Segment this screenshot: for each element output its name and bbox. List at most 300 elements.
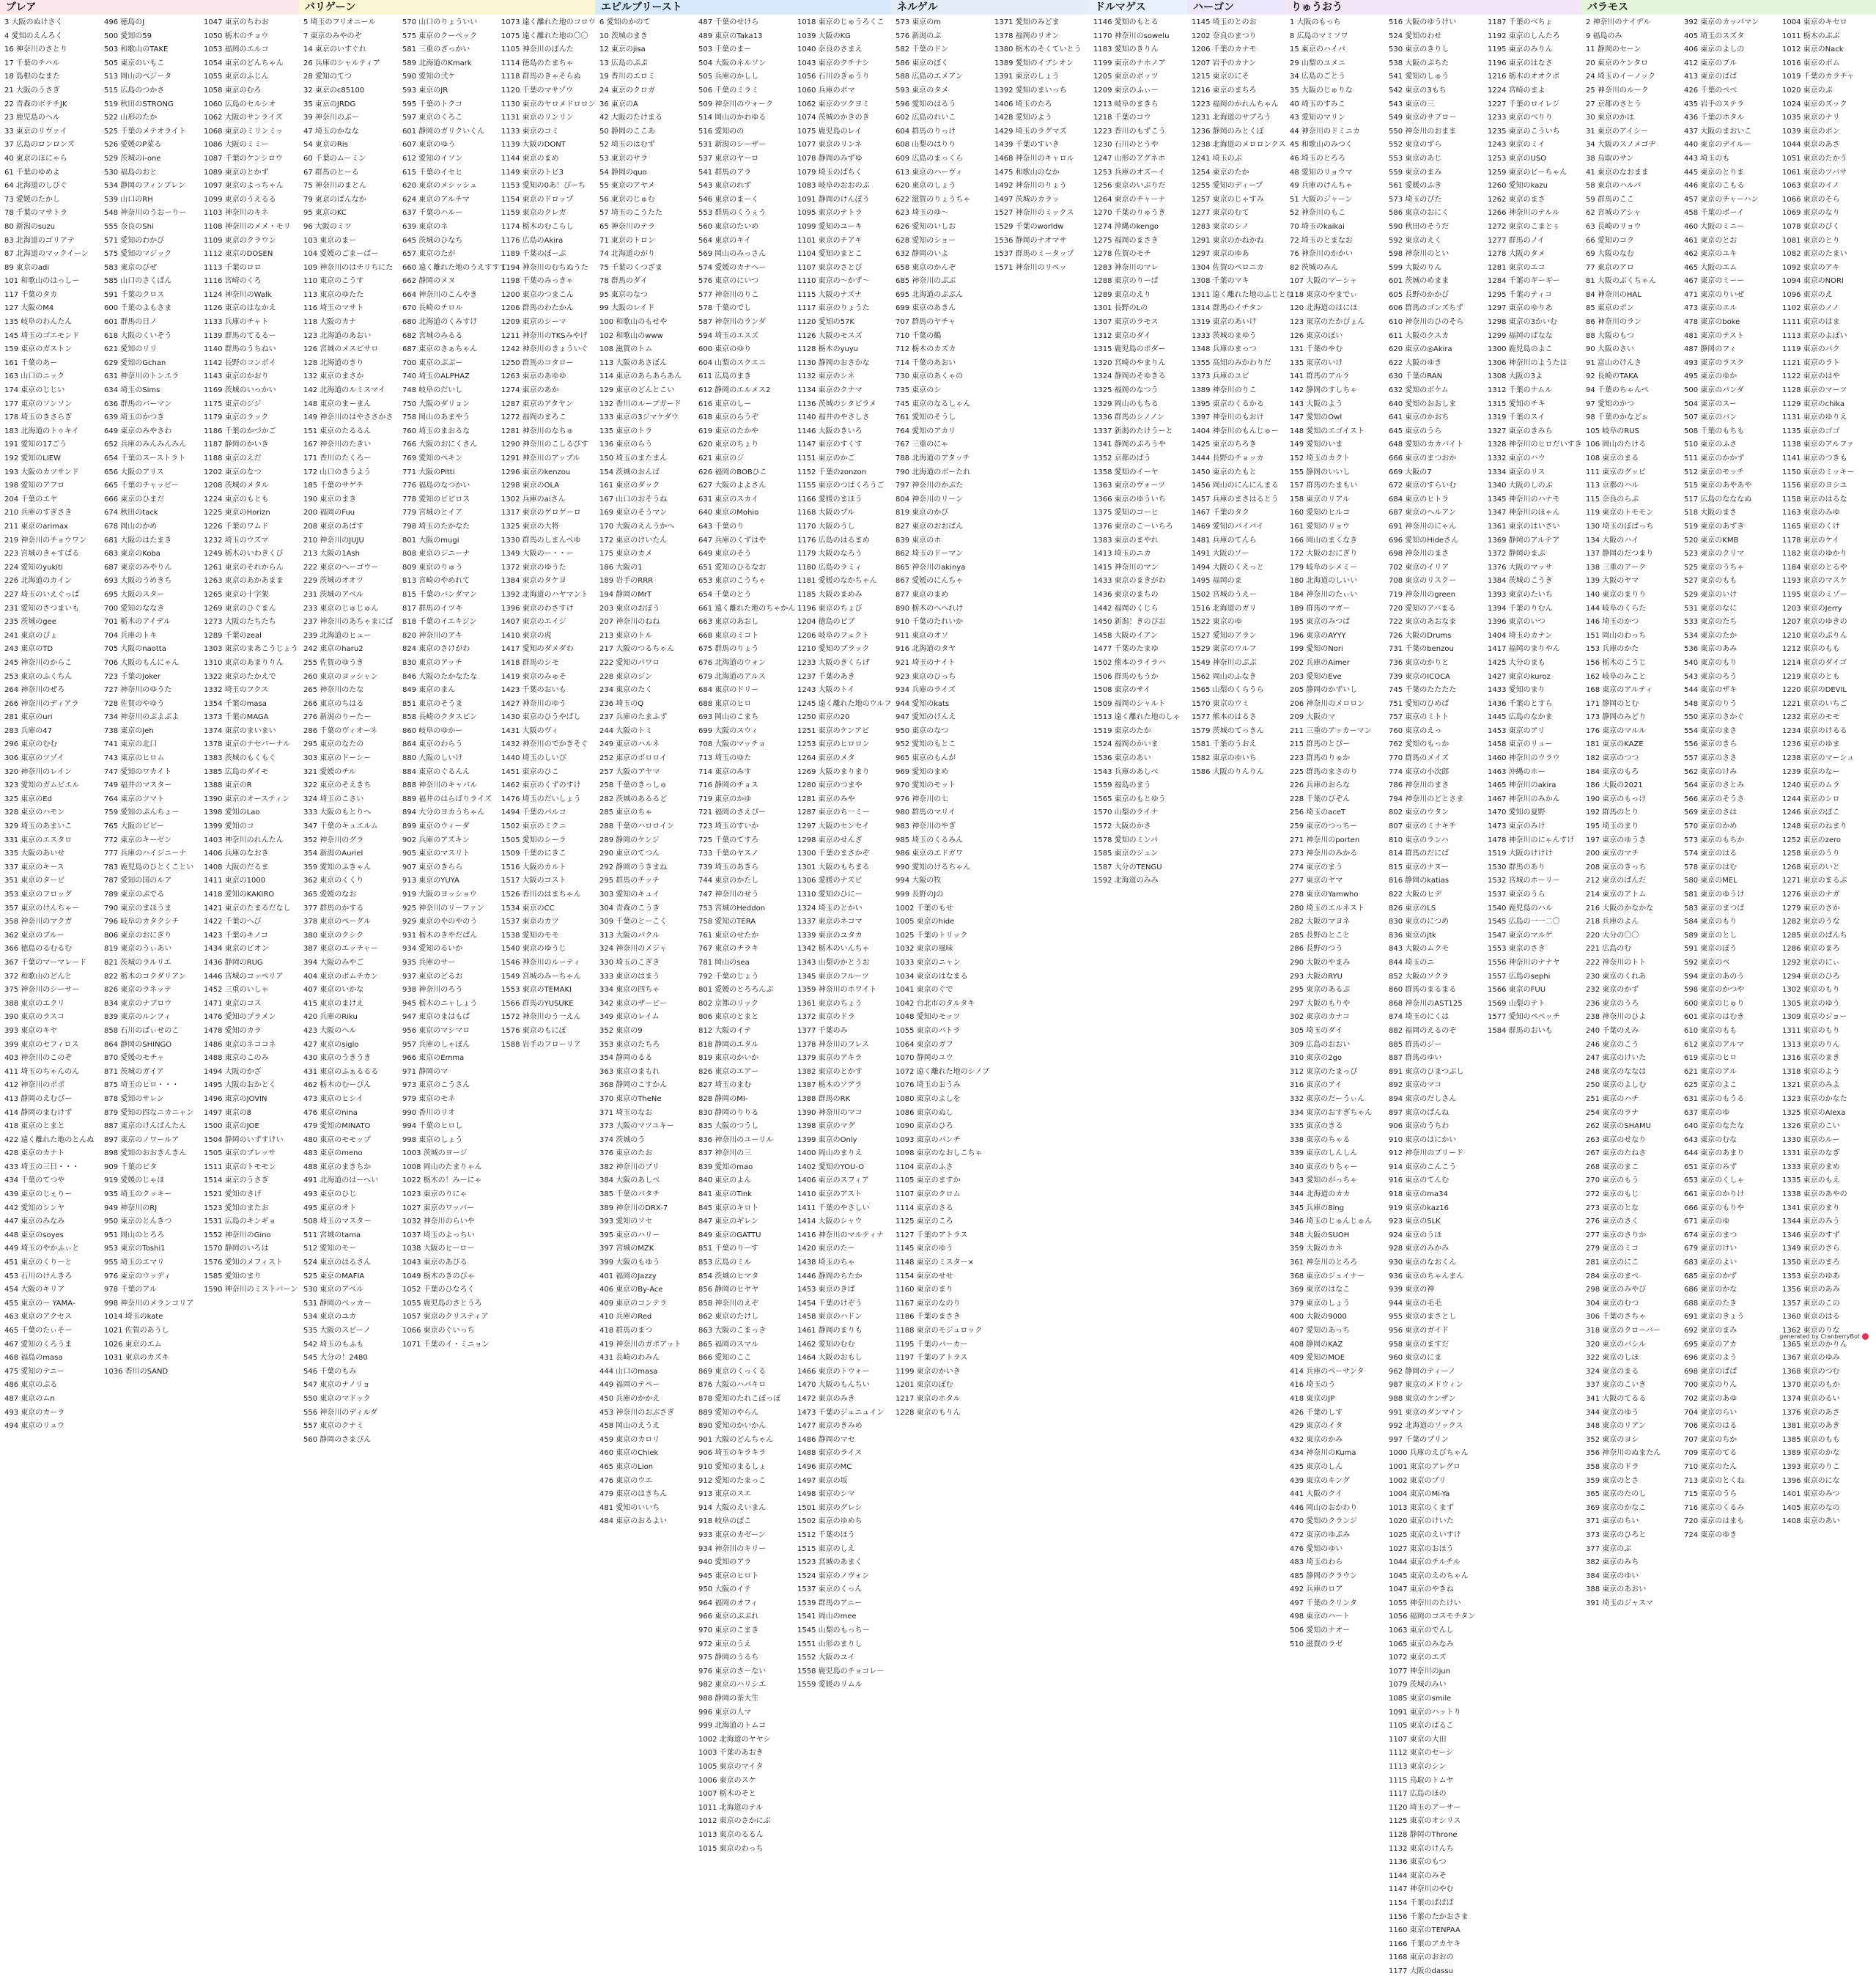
member-entry: 309 千葉のとーこく: [599, 918, 668, 926]
member-entry: 410 兵庫のRed: [599, 1313, 652, 1322]
member-entry: 1063 東京のでんし: [1389, 1626, 1454, 1635]
member-entry: 1031 東京のカズキ: [104, 1354, 169, 1363]
member-entry: 678 岡山のかめ: [104, 522, 158, 531]
member-entry: 191 愛知の17ごう: [4, 441, 67, 449]
member-entry: 1126 東京のはなかえ: [204, 304, 276, 313]
member-entry: 460 大阪のミニー: [1684, 222, 1745, 231]
member-entry: 288 千葉のハロロイン: [599, 822, 674, 831]
member-entry: 561 愛媛のふき: [1389, 182, 1442, 191]
member-entry: 223 群馬のりゅか: [1290, 754, 1351, 763]
member-entry: 1261 東京のそれからん: [204, 563, 284, 572]
member-entry: 447 東京のみなみ: [4, 1217, 65, 1226]
member-entry: 467 東京のミーー: [1684, 277, 1745, 286]
member-entry: 231 愛知のさつまいも: [4, 604, 80, 613]
member-entry: 519 東京のあずき: [1684, 522, 1745, 531]
member-entry: 248 東京のななは: [1586, 1067, 1647, 1076]
member-entry: 1041 東京のぐで: [895, 986, 953, 995]
member-entry: 912 神奈川のブリード: [1389, 1149, 1463, 1158]
member-entry: 944 愛知のkats: [895, 699, 950, 708]
member-entry: 596 愛知のはるう: [895, 100, 956, 108]
member-entry: 1321 東京のみよ: [1782, 1081, 1840, 1090]
member-entry: 1457 兵庫のまさはるとう: [1192, 495, 1279, 504]
member-entry: 480 東京のモモップ: [303, 1135, 371, 1144]
member-entry: 251 東京のハチ: [1586, 1094, 1639, 1103]
member-entry: 504 東京のスー: [1684, 399, 1737, 408]
member-entry: 1243 大阪のトイ: [797, 686, 855, 695]
member-entry: 930 東京のなおくん: [1389, 1258, 1457, 1267]
member-entry: 1005 東京のhide: [895, 918, 955, 926]
member-entry: 1057 東京のクリスティア: [402, 1313, 489, 1322]
member-entry: 1470 愛知の夏野: [1488, 808, 1546, 817]
member-entry: 281 東京のにこ: [1586, 1258, 1639, 1267]
member-entry: 142 北海道のルミスマイ: [303, 386, 385, 395]
member-entry: 613 東京のハーヴィ: [895, 168, 963, 177]
member-entry: 1515 東京のしえ: [797, 1544, 855, 1553]
member-entry: 1461 静岡のまりも: [797, 1327, 863, 1335]
member-entry: 898 愛知のおおきんきん: [104, 1149, 187, 1158]
member-entry: 120 北海道のはにほ: [1290, 304, 1358, 313]
member-entry: 1251 東京のケンアビ: [797, 726, 870, 735]
member-entry: 1308 大阪の3よ: [1488, 372, 1543, 381]
member-entry: 1146 大阪のきいろ: [797, 427, 863, 435]
member-entry: 510 滋賀のラゼ: [1290, 1640, 1343, 1648]
member-entry: 1357 東京のこの: [1782, 1299, 1840, 1308]
member-entry: 590 愛知の弐ケ: [402, 73, 456, 81]
member-entry: 1333 茨城のまゆう: [1192, 331, 1257, 340]
member-entry: 541 群馬のアラ: [698, 168, 752, 177]
member-entry: 1036 香川のSAND: [104, 1367, 169, 1376]
member-entry: 1375 愛知のコーヒ: [1093, 509, 1159, 517]
member-entry: 745 千葉のたたたた: [1389, 686, 1457, 695]
member-entry: 1055 神奈川のたけい: [1389, 1599, 1461, 1607]
member-entry: 358 東京のドラ: [1586, 1462, 1639, 1471]
member-entry: 1207 東京のゆきの: [1782, 618, 1847, 627]
member-entry: 1368 東京のつむ: [1782, 1367, 1840, 1376]
member-entry: 414 兵庫のペーサンタ: [1290, 1367, 1364, 1376]
member-entry: 23 鹿児島のヘル: [4, 114, 60, 122]
member-entry: 620 東京の◎Akira: [1389, 345, 1452, 354]
member-entry: 858 石川のぱぃせのこ: [104, 1026, 180, 1035]
member-entry: 181 東京のKAZE: [1586, 740, 1644, 749]
member-entry: 979 東京のモネ: [402, 1094, 456, 1103]
member-entry: 1175 東京のジジ: [204, 399, 262, 408]
member-entry: 5 埼玉のフリオニール: [303, 18, 376, 26]
member-entry: 1299 福岡のばなな: [1488, 331, 1553, 340]
member-entry: 1332 埼玉のフクス: [204, 686, 269, 695]
member-entry: 1451 東京のひこ: [501, 767, 559, 776]
member-entry: 1049 栃木のきのびゃ: [402, 1272, 475, 1280]
member-entry: 230 東京のくれあ: [1586, 972, 1647, 981]
member-entry: 1280 東京のつまや: [797, 781, 863, 790]
member-entry: 134 大阪のハイ: [1586, 536, 1639, 545]
member-entry: 725 千葉のてすろ: [698, 836, 759, 844]
member-entry: 59 群馬のここ: [1586, 195, 1634, 204]
member-entry: 1566 東京のFUU: [1488, 986, 1546, 995]
member-entry: 994 大阪の牧: [895, 877, 942, 885]
member-entry: 714 千葉のあおい: [895, 358, 956, 367]
member-entry: 1565 東京のもとゆう: [1093, 795, 1166, 803]
member-entry: 157 群馬のたまもい: [1290, 482, 1358, 490]
member-entry: 1154 千葉のぱぱぱ: [1389, 1898, 1454, 1907]
member-entry: 1149 東京のトビ3: [501, 168, 564, 177]
member-entry: 400 大阪の9000: [1290, 1313, 1347, 1322]
member-entry: 595 千葉のトクコ: [402, 100, 462, 108]
member-entry: 1425 東京のちろき: [1192, 441, 1257, 449]
member-entry: 92 長崎のTAKA: [1586, 372, 1639, 381]
member-entry: 1214 東京のダイゴ: [1782, 658, 1847, 667]
member-entry: 1140 群馬のうちねい: [204, 345, 276, 354]
member-entry: 1373 千葉のMAGA: [204, 713, 269, 722]
member-entry: 1130 東京のヤロメドロロン: [501, 100, 596, 108]
member-entry: 544 東京のザキ: [1684, 686, 1737, 695]
member-entry: 1417 福岡のまりやん: [1488, 645, 1560, 654]
member-entry: 91 富山のけんさ: [1586, 358, 1642, 367]
member-entry: 436 千葉のホタル: [1684, 114, 1745, 122]
member-entry: 500 東京のパンダ: [1684, 386, 1744, 395]
member-entry: 1427 神奈川のゆう: [501, 699, 566, 708]
member-entry: 1089 東京のとかず: [204, 168, 269, 177]
member-entry: 602 広島のれいこ: [895, 114, 956, 122]
member-entry: 412 神奈川のポポ: [4, 1081, 65, 1090]
member-entry: 1478 愛知のカラ: [204, 1026, 262, 1035]
member-entry: 24 東京のクロガ: [599, 86, 655, 95]
member-entry: 46 埼玉のとろろ: [1290, 154, 1345, 163]
member-entry: 1116 宮崎のくろ: [204, 277, 262, 286]
member-entry: 304 青森のこうき: [599, 904, 660, 913]
member-entry: 105 岐阜のRUS: [1586, 427, 1639, 435]
member-entry: 1252 東京のzero: [1782, 836, 1842, 844]
member-entry: 1136 茨城のシタビラメ: [797, 399, 876, 408]
member-entry: 640 愛知のおおしま: [1389, 399, 1457, 408]
member-entry: 1022 栃木の！みーにゃ: [402, 1176, 482, 1185]
member-entry: 1393 東京のりこ: [1782, 1462, 1840, 1471]
member-entry: 51 大阪のジャーン: [1290, 195, 1353, 204]
member-entry: 512 東京のモッチ: [1684, 468, 1744, 476]
member-entry: 645 東京のうら: [1389, 427, 1442, 435]
member-entry: 860 群馬のまるまる: [1389, 986, 1457, 995]
member-entry: 1311 東京のもり: [1782, 1026, 1840, 1035]
member-entry: 1579 茨城のてっきん: [1192, 726, 1264, 735]
member-entry: 1396 東京のわさすけ: [501, 604, 574, 613]
member-entry: 414 静岡のまむけず: [4, 1108, 73, 1117]
member-entry: 89 東京のadi: [4, 263, 50, 272]
member-entry: 632 愛知のボケム: [1389, 386, 1449, 395]
member-entry: 475 愛知のテニー: [4, 1367, 64, 1376]
member-entry: 573 東京のm: [895, 18, 942, 26]
member-entry: 1044 東京のチルチル: [1389, 1558, 1460, 1567]
member-entry: 749 福井のマスター: [104, 781, 172, 790]
member-entry: 1060 兵庫のポマ: [797, 86, 855, 95]
member-entry: 1011 栃木のぶぶ: [1782, 32, 1840, 40]
member-entry: 1492 神奈川のりょう: [994, 182, 1067, 191]
member-entry: 1107 東京のさとび: [797, 263, 863, 272]
member-entry: 508 千葉のもちも: [1684, 427, 1745, 435]
member-entry: 588 広島のエメアン: [895, 73, 963, 81]
member-entry: 152 埼玉のカクト: [1290, 454, 1351, 462]
member-entry: 12 東京のjisa: [599, 45, 646, 54]
member-entry: 692 東京のまみ: [1684, 1327, 1737, 1335]
member-entry: 1408 大阪のだるま: [204, 863, 269, 871]
member-entry: 670 長崎のチロル: [402, 304, 463, 313]
member-entry: 1098 東京のなおしこちゃ: [895, 1149, 983, 1158]
member-entry: 1210 愛知のブラック: [797, 645, 870, 654]
member-entry: 178 埼玉のきさらぎ: [4, 413, 73, 422]
member-entry: 1446 宮城のコッペリア: [204, 972, 284, 981]
member-entry: 1411 千葉のやさしい: [797, 1204, 870, 1212]
member-entry: 1156 千葉のたかおさま: [1389, 1912, 1469, 1921]
member-entry: 153 兵庫のかた: [1586, 645, 1639, 654]
team-group: [0, 0, 299, 1431]
member-entry: 889 愛知のやらん: [698, 1408, 759, 1417]
member-entry: 998 東京のしょう: [402, 1135, 463, 1144]
member-entry: 1373 兵庫のユピ: [1192, 372, 1249, 381]
member-entry: 1500 東京のJOE: [204, 1122, 259, 1131]
member-entry: 1565 山梨のくらうら: [1192, 686, 1264, 695]
member-entry: 1453 東京のアリ: [1488, 726, 1546, 735]
member-entry: 1476 愛知のプラメン: [204, 1013, 276, 1022]
member-entry: 376 東京のたお: [599, 1149, 653, 1158]
member-entry: 228 東京のジン: [599, 672, 653, 681]
member-entry: 1527 愛知のアラン: [1192, 631, 1257, 640]
member-entry: 580 東京のMEL: [1684, 877, 1737, 885]
member-entry: 225 群馬のまさのり: [1290, 767, 1358, 776]
member-entry: 1257 東京のじゃすみ: [1192, 195, 1264, 204]
member-column: [1089, 15, 1187, 1343]
member-entry: 1079 茨城のみい: [1389, 1681, 1447, 1689]
member-entry: 847 東京のギレン: [698, 1217, 758, 1226]
member-entry: 1250 群馬のコタロー: [501, 358, 574, 367]
member-entry: 559 東京のまみ: [1389, 168, 1442, 177]
member-entry: 1352 京都のばう: [1093, 454, 1151, 462]
member-entry: 1588 岩手のフローリア: [501, 1040, 581, 1049]
member-entry: 819 東京のかび: [895, 509, 949, 517]
member-entry: 439 東京のキング: [1290, 1476, 1350, 1485]
member-entry: 1141 東京のつきも: [1782, 454, 1847, 462]
member-entry: 175 東京のカメ: [599, 550, 653, 559]
member-entry: 1139 群馬のてるるー: [204, 331, 276, 340]
team-group: [1089, 0, 1187, 1343]
member-entry: 1570 山梨のライナ: [1093, 808, 1159, 817]
member-entry: 1505 愛知のシーラ: [501, 836, 566, 844]
member-entry: 1523 愛知のまたお: [204, 1204, 269, 1212]
member-entry: 354 静岡のるる: [599, 1054, 653, 1063]
member-entry: 213 大阪の1Ash: [303, 550, 361, 559]
member-entry: 1134 東京のクナマ: [797, 386, 863, 395]
member-entry: 1153 愛知の0あ！ぴーち: [501, 182, 586, 191]
member-entry: 183 北海道のトゥキイ: [4, 427, 79, 435]
member-entry: 1272 福岡のまろこ: [501, 413, 566, 422]
member-entry: 426 千葉のぺぺ: [1684, 86, 1737, 95]
member-entry: 630 千葉のRAN: [1389, 372, 1443, 381]
member-entry: 487 千葉のせけら: [698, 18, 759, 26]
member-entry: 581 三重のざっかい: [402, 45, 470, 54]
member-entry: 525 千葉のメテオライト: [104, 127, 186, 136]
member-entry: 388 東京のエクリ: [4, 999, 65, 1008]
member-entry: 210 兵庫のすぎさき: [4, 509, 73, 517]
member-entry: 1389 愛知のイプシオン: [994, 59, 1074, 67]
member-entry: 1154 東京のドロップ: [501, 195, 574, 204]
member-entry: 429 東京のイタ: [1290, 1422, 1343, 1431]
member-entry: 806 東京のおにぎり: [104, 931, 172, 940]
member-entry: 992 北海道のソックス: [1389, 1422, 1463, 1431]
member-entry: 538 大阪のぷちた: [1389, 59, 1450, 67]
member-entry: 1345 神奈川のハナモ: [1488, 495, 1560, 504]
member-entry: 200 福岡のFuu: [303, 509, 355, 517]
member-entry: 936 東京のちゃんまん: [1389, 1272, 1464, 1280]
member-entry: 1247 山形のアグネホ: [1093, 154, 1166, 163]
member-entry: 1240 東京のムラ: [1782, 781, 1840, 790]
member-entry: 399 東京のセフィロス: [4, 1040, 79, 1049]
member-entry: 1281 東京のみや: [797, 795, 855, 803]
team-group: [595, 0, 892, 1853]
member-entry: 40 東京のほにゃら: [4, 154, 67, 163]
member-entry: 745 東京のなるしゃん: [895, 399, 971, 408]
member-entry: 203 東京のおぼう: [599, 604, 660, 613]
member-entry: 1265 東京の十字架: [204, 590, 269, 599]
member-entry: 285 東京のちゃ: [599, 808, 653, 817]
member-entry: 1486 東京のネココネ: [204, 1040, 276, 1049]
member-entry: 1361 東京のちょう: [797, 999, 863, 1008]
member-entry: 1477 千葉のたまゆ: [1093, 645, 1159, 654]
member-entry: 247 東京のけいた: [1586, 1054, 1647, 1063]
member-entry: 626 愛知のいしお: [895, 222, 956, 231]
member-entry: 1390 東京のオースティン: [204, 795, 290, 803]
member-entry: 1467 千葉のタク: [1192, 509, 1249, 517]
member-entry: 222 愛知のパワロ: [599, 658, 660, 667]
member-entry: 208 東京のきっち: [1586, 863, 1647, 871]
member-entry: 232 東京のかず: [1586, 986, 1639, 995]
member-entry: 413 静岡のえむぴー: [4, 1094, 73, 1103]
member-entry: 1186 千葉のかづかご: [204, 427, 276, 435]
member-entry: 435 岩手のステラ: [1684, 100, 1745, 108]
member-entry: 1519 大阪のけけけ: [1488, 850, 1553, 858]
member-entry: 1227 千葉のロイレジ: [1488, 100, 1560, 108]
member-entry: 322 東京のそえきち: [303, 781, 372, 790]
member-entry: 1388 群馬のRK: [797, 1094, 851, 1103]
member-entry: 1408 東京のあい: [1782, 1517, 1840, 1526]
member-entry: 787 愛知の国のルア: [104, 877, 172, 885]
member-entry: 849 東京のGATTU: [698, 1231, 761, 1239]
member-entry: 246 東京のこう: [1586, 1040, 1639, 1049]
member-entry: 4 愛知のえんろく: [4, 32, 63, 40]
member-entry: 702 東京のイリア: [1389, 563, 1450, 572]
member-entry: 286 長野のつう: [1290, 945, 1343, 954]
member-entry: 1450 東京のたもと: [1192, 468, 1257, 476]
member-entry: 1234 東京のけるる: [1782, 726, 1847, 735]
member-entry: 640 東京のなたな: [1684, 1122, 1745, 1131]
member-entry: 1381 東京のあき: [1782, 1422, 1840, 1431]
member-entry: 1545 山梨のもっちー: [797, 1626, 870, 1635]
member-entry: 197 東京のゆうき: [1586, 836, 1647, 844]
member-entry: 685 東京のかず: [1684, 1272, 1737, 1280]
member-entry: 56 東京のじゅむ: [599, 195, 655, 204]
member-entry: 740 埼玉のALPHAZ: [402, 372, 470, 381]
member-entry: 626 福岡のBOBひこ: [698, 468, 767, 476]
member-entry: 1569 山梨のテト: [1488, 999, 1546, 1008]
member-entry: 1374 東京のるい: [1782, 1394, 1840, 1403]
member-entry: 947 愛知のけんえ: [895, 713, 956, 722]
member-entry: 259 東京のつっちー: [1290, 822, 1358, 831]
member-entry: 1277 東京のむて: [1192, 209, 1249, 218]
member-entry: 472 東京のゆぷみ: [1290, 1530, 1351, 1539]
member-entry: 94 千葉のちゃんぺ: [1586, 386, 1649, 395]
member-entry: 32 東京のc85100: [303, 86, 365, 95]
member-entry: 1264 東京のチャーナ: [1093, 195, 1166, 204]
member-entry: 3 大阪のぬけさく: [4, 18, 63, 26]
member-entry: 1273 大阪のたちたち: [204, 618, 276, 627]
member-entry: 516 大阪のゆうけい: [1389, 18, 1457, 26]
member-entry: 427 東京のsiglo: [303, 1040, 359, 1049]
member-entry: 866 愛知のここ: [698, 1354, 752, 1363]
member-entry: 1135 東京のゴゴ: [1782, 427, 1840, 435]
member-entry: 577 神奈川のりこ: [698, 290, 759, 299]
member-entry: 302 東京のカナコ: [1290, 1013, 1350, 1022]
member-entry: 1374 東京のまいまい: [204, 726, 276, 735]
member-entry: 970 愛知のモット: [895, 781, 956, 790]
member-entry: 684 東京のヒトラ: [1389, 495, 1450, 504]
member-entry: 604 群馬のりっけ: [895, 127, 956, 136]
member-entry: 592 東京のえく: [1389, 236, 1442, 245]
member-entry: 876 大阪のハパキロ: [698, 1381, 767, 1390]
member-entry: 1077 神奈川のjun: [1389, 1667, 1451, 1676]
member-entry: 519 秋田のSTRONG: [104, 100, 174, 108]
member-entry: 714 東京のみす: [698, 767, 752, 776]
member-entry: 1496 東京のMC: [797, 1462, 852, 1471]
member-entry: 863 大阪のこまっき: [698, 1327, 767, 1335]
member-entry: 373 大阪のマツユキー: [599, 1122, 674, 1131]
member-entry: 600 東京のゆり: [698, 345, 752, 354]
member-entry: 158 東京のリアル: [1290, 495, 1350, 504]
member-entry: 431 長崎のわみん: [599, 1354, 660, 1363]
member-entry: 624 東京のアルチマ: [402, 195, 470, 204]
member-entry: 1264 東京のメタ: [797, 754, 855, 763]
member-entry: 1418 愛知のKAKIRO: [204, 891, 275, 899]
member-entry: 1296 東京のkenzou: [501, 468, 571, 476]
member-entry: 257 大阪のアヤマ: [599, 767, 660, 776]
member-entry: 530 福島のおと: [104, 168, 158, 177]
member-entry: 1521 愛知のさげ: [204, 1190, 262, 1199]
member-entry: 1300 千葉のまさかぞ: [797, 850, 870, 858]
member-entry: 950 大阪のイテ: [698, 1585, 752, 1594]
member-entry: 894 大分のヨカうちゃん: [402, 808, 485, 817]
member-entry: 778 愛知のピピロス: [402, 495, 470, 504]
member-entry: 1584 群馬のおいも: [1488, 1026, 1553, 1035]
member-entry: 723 埼玉のすいか: [698, 822, 759, 831]
member-entry: 1558 鹿児島のチョコレー: [797, 1667, 885, 1676]
member-entry: 1104 愛知のまとこ: [797, 250, 863, 259]
member-entry: 45 和歌山のみつく: [1290, 141, 1353, 150]
member-entry: 611 大阪のクスカ: [1389, 331, 1450, 340]
member-entry: 543 東京のろう: [1684, 672, 1737, 681]
member-entry: 1220 東京のDEVIL: [1782, 686, 1847, 695]
member-entry: 493 東京のラスク: [1684, 358, 1744, 367]
member-entry: 413 東京のばば: [1684, 73, 1737, 81]
member-entry: 1288 東京のりーぱ: [1093, 277, 1159, 286]
member-entry: 1350 東京のまろ: [1782, 1258, 1840, 1267]
member-entry: 107 大阪のマーシャ: [1290, 277, 1357, 286]
member-entry: 312 東京のたまっぴ: [1290, 1067, 1358, 1076]
member-entry: 1181 愛媛のなかちゃん: [797, 577, 877, 586]
member-entry: 1552 大阪のユイ: [797, 1654, 855, 1662]
member-column: [199, 15, 299, 1343]
team-header: ブレア: [0, 0, 299, 15]
member-entry: 1372 東京のドラ: [797, 1013, 855, 1022]
member-entry: 254 東京のラナ: [1586, 1108, 1639, 1117]
member-entry: 1509 千葉のにきこ: [501, 850, 566, 858]
member-entry: 611 広島のまき: [698, 372, 752, 381]
member-entry: 1319 千葉のスイ: [1488, 413, 1546, 422]
member-entry: 887 群馬のゆい: [1389, 1054, 1442, 1063]
